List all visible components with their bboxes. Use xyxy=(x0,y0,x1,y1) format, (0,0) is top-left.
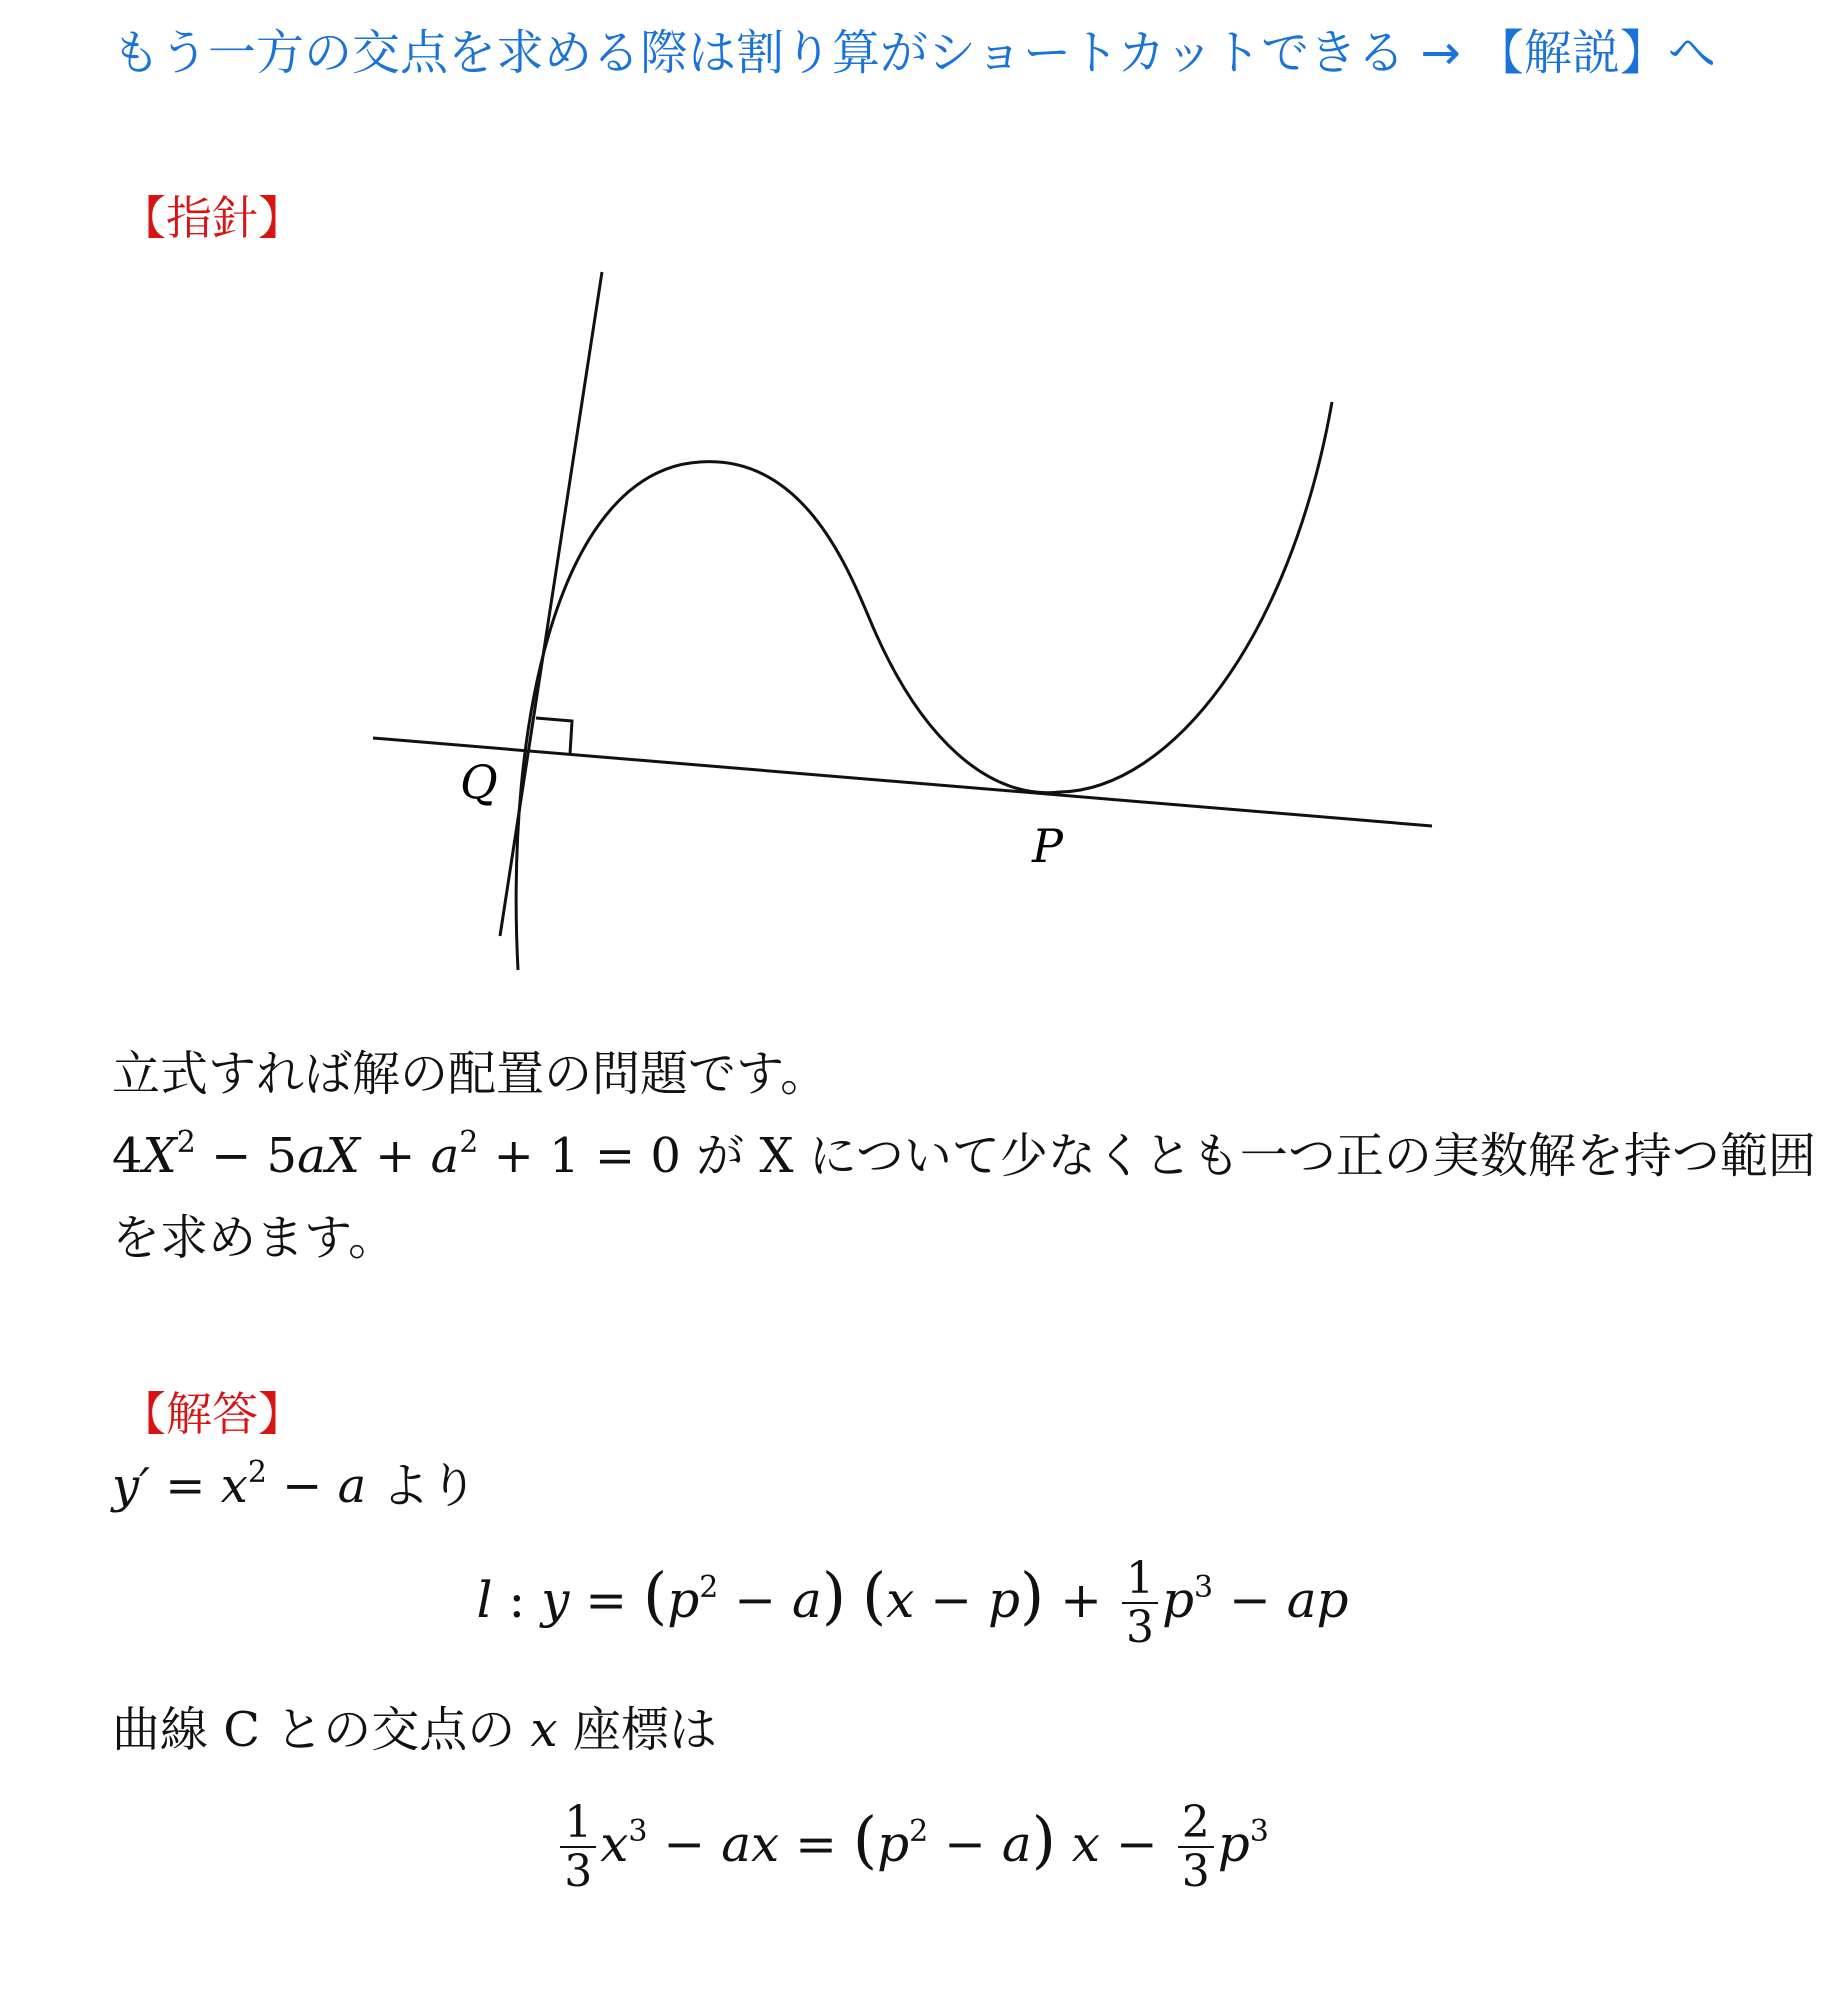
intersection-equation: $\frac{1}{3}$ $x^3$ − ax = $(p^2 - a) x$ − $\frac{2}{3}$ $p^3$ xyxy=(0,1800,1825,1897)
derivative-formula: $y' = x^2 - a$ xyxy=(112,1455,367,1514)
label-p: P xyxy=(1032,819,1063,873)
guideline-line-2 xyxy=(112,1125,1816,1184)
guideline-line-1: 立式すれば解の配置の問題です。 xyxy=(112,1046,829,1102)
normal-line xyxy=(500,272,602,936)
tangent-equation: l : $y = (p^2 - a) (x - p)$ + $\frac{1}{3}$ $p^3$ − ap xyxy=(476,1553,1349,1654)
label-q: Q xyxy=(460,755,498,809)
answer-heading: 【解答】 xyxy=(120,1387,304,1441)
derivative-suffix: より xyxy=(366,1458,478,1514)
explanation-link[interactable]: もう一方の交点を求める際は割り算がショートカットできる → 【解説】へ xyxy=(112,25,1716,81)
guideline-line-3: を求めます。 xyxy=(112,1210,397,1266)
guideline-line-2-text: が X について少なくとも一つ正の実数解を持つ範囲 xyxy=(680,1128,1816,1184)
quadratic-equation: $4X^2 - 5aX + a^2 + 1 = 0$ xyxy=(112,1125,681,1184)
derivative-line xyxy=(112,1455,478,1514)
x-variable: x xyxy=(530,1702,558,1758)
tangent-line xyxy=(373,738,1432,826)
guideline-heading: 【指針】 xyxy=(120,191,304,245)
intersection-line: 曲線 C との交点の x 座標は xyxy=(112,1702,717,1758)
right-angle-mark xyxy=(536,718,572,754)
cubic-curve xyxy=(516,402,1332,970)
